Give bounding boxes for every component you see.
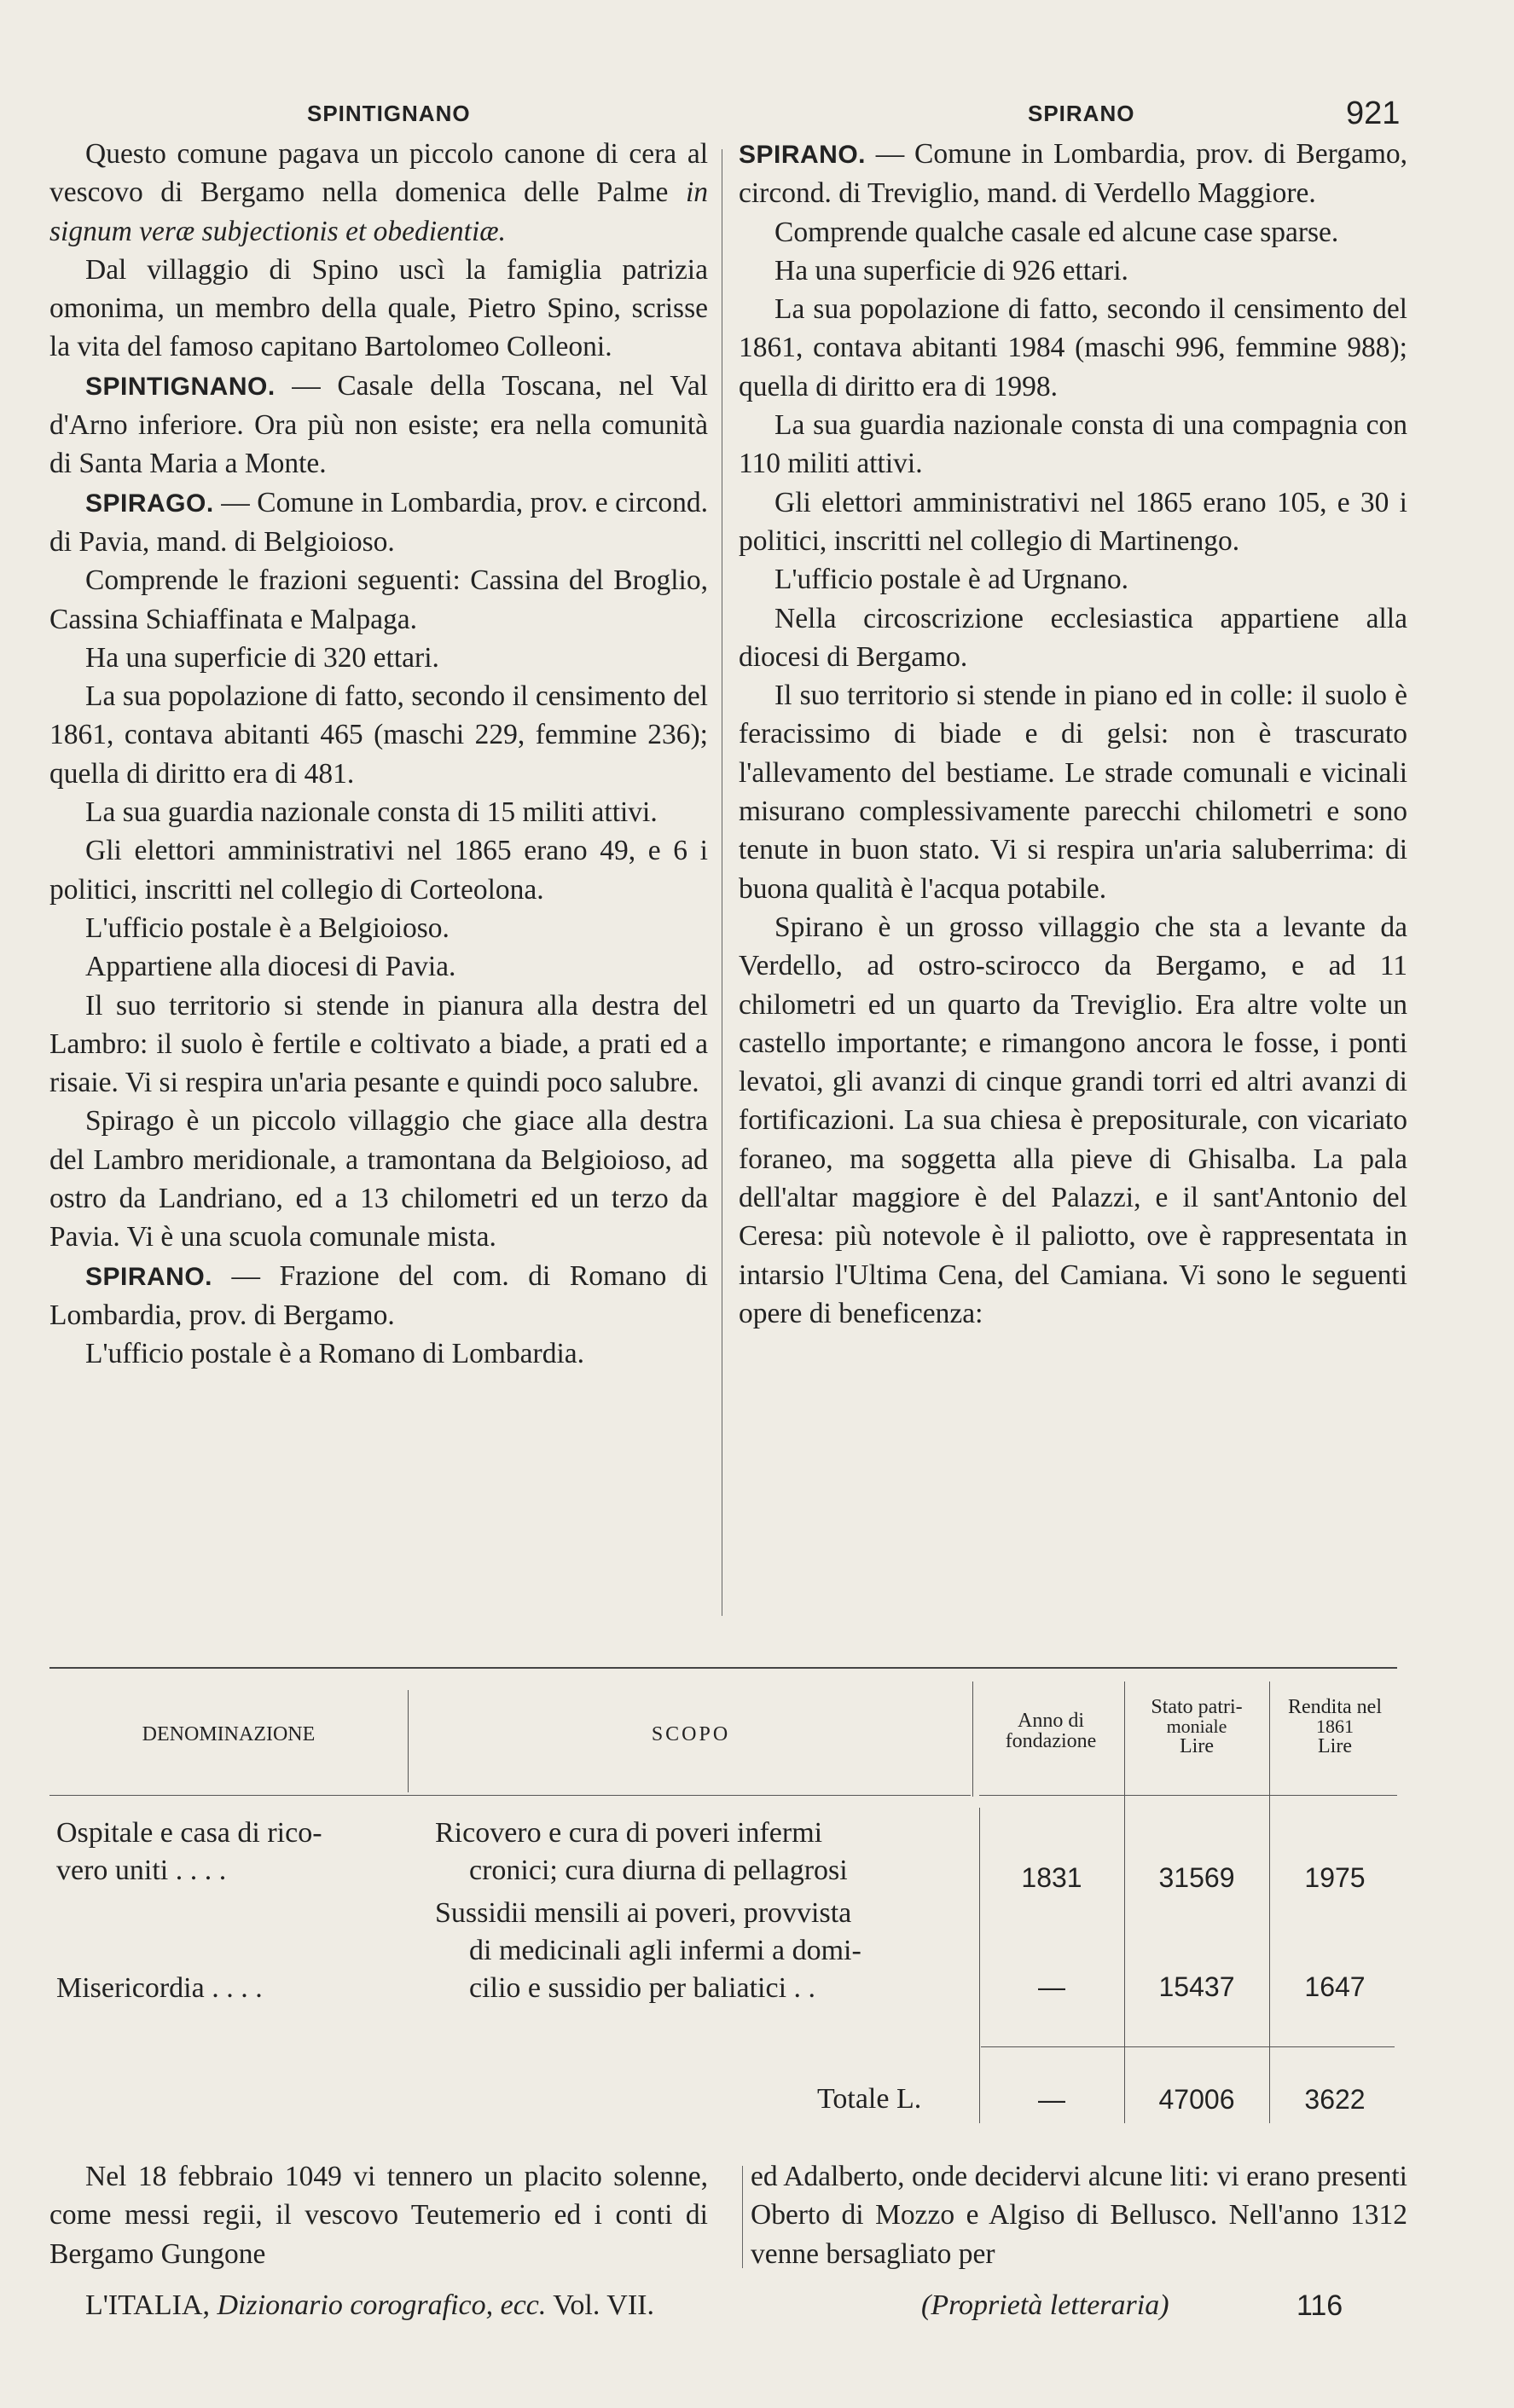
total-label: Totale L. [817, 2083, 922, 2115]
cell-stato: 15437 [1158, 1971, 1235, 2002]
entry-text: — Comune in Lombardia, prov. e circond. di Pavia, mand. di Belgioioso. [49, 486, 708, 558]
paragraph: Ha una superficie di 320 ettari. [85, 641, 439, 674]
cell-line: Sussidii mensili ai poveri, provvista [435, 1897, 852, 1929]
header-line: Lire [1180, 1735, 1214, 1757]
total-anno: — [1038, 2084, 1065, 2115]
header-denominazione: DENOMINAZIONE [142, 1723, 316, 1745]
total-stato: 47006 [1158, 2084, 1235, 2115]
total-rendita: 3622 [1304, 2084, 1366, 2115]
footer-title-text: L'ITALIA, [85, 2289, 218, 2321]
paragraph: Dal villaggio di Spino uscì la famiglia patrizia omonima, un membro della quale, Pietro Spino, scrisse la vita del famoso capitano Bartolomeo Colleoni. [49, 253, 708, 363]
paragraph: Gli elettori amministrativi nel 1865 erano 105, e 30 i politici, inscritti nel collegio di Martinengo. [739, 486, 1407, 557]
header-anno [979, 1710, 1122, 1751]
right-column [739, 135, 1407, 1333]
paragraph: ed Adalberto, onde decidervi alcune liti: vi erano presenti Oberto di Mozzo e Algiso di Bellusco. Nell'anno 1312 venne bersagliato per [751, 2161, 1407, 2270]
header-line: Lire [1318, 1735, 1352, 1757]
table-column-rule [408, 1690, 409, 1792]
paragraph: L'ufficio postale è a Belgioioso. [85, 912, 450, 944]
bottom-left-text [49, 2157, 708, 2273]
header-line: Anno di [1018, 1710, 1084, 1732]
column-divider [742, 2166, 743, 2268]
paragraph: La sua guardia nazionale consta di una compagnia con 110 militi attivi. [739, 409, 1407, 480]
paragraph: Il suo territorio si stende in pianura alla destra del Lambro: il suolo è fertile e coltivato a biade, a prati ed a risaie. Vi si respira un'aria pesante e quindi poco salubre. [49, 989, 708, 1099]
cell-anno: 1831 [1021, 1862, 1082, 1893]
footer-copyright-note: (Proprietà letteraria) [921, 2289, 1169, 2321]
table-rule-sum [1130, 2046, 1395, 2047]
paragraph: Ha una superficie di 926 ettari. [774, 254, 1128, 287]
table-column-rule [1269, 1682, 1270, 2123]
cell-line: di medicinali agli infermi a domi- [469, 1935, 861, 1966]
table-row-denominazione: Misericordia . . . . [56, 1972, 263, 2004]
entry-text: — Casale della Toscana, nel Val d'Arno inferiore. Ora più non esiste; era nella comunità di Santa Maria a Monte. [49, 369, 708, 480]
entry-spirano-comune [739, 135, 1407, 213]
entry-headword: SPIRAGO. [85, 489, 214, 518]
paragraph [49, 135, 708, 251]
paragraph: La sua popolazione di fatto, secondo il censimento del 1861, contava abitanti 465 (maschi 229, femmine 236); quella di diritto era di 481. [49, 680, 708, 790]
entry-headword: SPIRANO. [739, 141, 867, 169]
table-row-scopo [435, 1895, 964, 2007]
header-scopo: SCOPO [651, 1723, 731, 1745]
paragraph: La sua guardia nazionale consta di 15 militi attivi. [85, 796, 658, 829]
paragraph: Il suo territorio si stende in piano ed in colle: il suolo è feracissimo di biade e di gelsi: non è trascurato l'allevamento del bestiame. Le strade comunali e vicinali misurano complessivamente parecchi chilometri e sono tenute in buon stato. Vi si respira un'aria saluberrima: di buona qualità è l'acqua potabile. [739, 680, 1407, 905]
header-line: moniale [1166, 1716, 1227, 1737]
entry-spirano-frazione [49, 1257, 708, 1335]
page-number: 921 [1346, 96, 1401, 131]
header-rendita [1271, 1697, 1399, 1757]
left-column [49, 135, 708, 1374]
table-row-denominazione [56, 1815, 397, 1890]
footer-title-italic: Dizionario corografico, ecc. [217, 2289, 547, 2321]
header-line: Stato patri- [1151, 1696, 1243, 1718]
entry-spintignano [49, 367, 708, 483]
bottom-right-text [751, 2157, 1407, 2273]
latin-phrase: in signum veræ subjectionis et obedientiæ. [49, 177, 708, 247]
table-rule-header [49, 1795, 971, 1796]
cell-line: Ospitale e casa di rico- [56, 1817, 322, 1849]
footer-title [85, 2289, 654, 2322]
paragraph: Comprende qualche casale ed alcune case sparse. [774, 216, 1339, 248]
entry-headword: SPINTIGNANO. [85, 372, 276, 401]
paragraph: Nel 18 febbraio 1049 vi tennero un placito solenne, come messi regii, il vescovo Teutemerio ed i conti di Bergamo Gungone [49, 2161, 708, 2270]
cell-line: cronici; cura diurna di pellagrosi [469, 1855, 848, 1886]
paragraph: Nella circoscrizione ecclesiastica appartiene alla diocesi di Bergamo. [739, 602, 1407, 673]
cell-stato: 31569 [1158, 1862, 1235, 1893]
paragraph-text: Questo comune pagava un piccolo canone di cera al vescovo di Bergamo nella domenica delle Palme [49, 138, 708, 209]
cell-line: cilio e sussidio per baliatici . . [469, 1972, 816, 2004]
entry-headword: SPIRANO. [85, 1262, 213, 1291]
cell-rendita: 1647 [1304, 1971, 1366, 2002]
table-rule-top [49, 1667, 1397, 1669]
cell-rendita: 1975 [1304, 1862, 1366, 1893]
paragraph: L'ufficio postale è a Romano di Lombardia. [85, 1338, 584, 1370]
paragraph: Spirano è un grosso villaggio che sta a levante da Verdello, ad ostro-scirocco da Bergamo, e ad 11 chilometri ed un quarto da Treviglio. Era altre volte un castello importante; e rimangono ancora le fosse, i ponti levatoi, gli avanzi di cinque grandi torri ed altri avanzi di fortificazioni. La sua chiesa è prepositurale, con vicariato foraneo, ma soggetta alla pieve di Ghisalba. La pala dell'altar maggiore è del Palazzi, e il sant'Antonio del Ceresa: più notevole è il paliotto, ove è rappresentata in intarsio l'Ultima Cena, del Camiana. Vi sono le seguenti opere di beneficenza: [739, 911, 1407, 1329]
table-rule-header [979, 1795, 1397, 1796]
table-column-rule [1124, 1682, 1125, 2123]
header-line: fondazione [1005, 1730, 1097, 1752]
paragraph: Appartiene alla diocesi di Pavia. [85, 951, 456, 983]
table-row-scopo [435, 1815, 964, 1890]
running-head-left: SPINTIGNANO [307, 101, 471, 126]
table-column-rule [979, 1808, 980, 2123]
footer-sheet-number: 116 [1296, 2289, 1343, 2322]
cell-anno: — [1038, 1971, 1065, 2002]
paragraph: Comprende le frazioni seguenti: Cassina del Broglio, Cassina Schiaffinata e Malpaga. [49, 564, 708, 635]
footer-volume: Vol. VII. [546, 2289, 654, 2321]
paragraph: La sua popolazione di fatto, secondo il censimento del 1861, contava abitanti 1984 (maschi 996, femmine 988); quella di diritto era di 1998. [739, 293, 1407, 402]
header-line: Rendita nel [1288, 1696, 1382, 1718]
entry-spirago [49, 483, 708, 562]
paragraph: Gli elettori amministrativi nel 1865 erano 49, e 6 i politici, inscritti nel collegio di Corteolona. [49, 835, 708, 906]
paragraph: L'ufficio postale è ad Urgnano. [774, 564, 1129, 596]
header-stato [1126, 1697, 1267, 1757]
cell-line: Ricovero e cura di poveri infermi [435, 1817, 823, 1849]
cell-line: vero uniti . . . . [56, 1855, 227, 1886]
header-line: 1861 [1316, 1716, 1354, 1737]
table-column-rule [972, 1682, 973, 1797]
entry-text: — Frazione del com. di Romano di Lombardia, prov. di Bergamo. [49, 1259, 708, 1331]
running-head-right: SPIRANO [1028, 101, 1135, 126]
entry-text: — Comune in Lombardia, prov. di Bergamo, circond. di Treviglio, mand. di Verdello Maggiore. [739, 138, 1407, 210]
paragraph: Spirago è un piccolo villaggio che giace alla destra del Lambro meridionale, a tramontana da Belgioioso, ad ostro da Landriano, ed a 13 chilometri ed un terzo da Pavia. Vi è una scuola comunale mista. [49, 1105, 708, 1253]
